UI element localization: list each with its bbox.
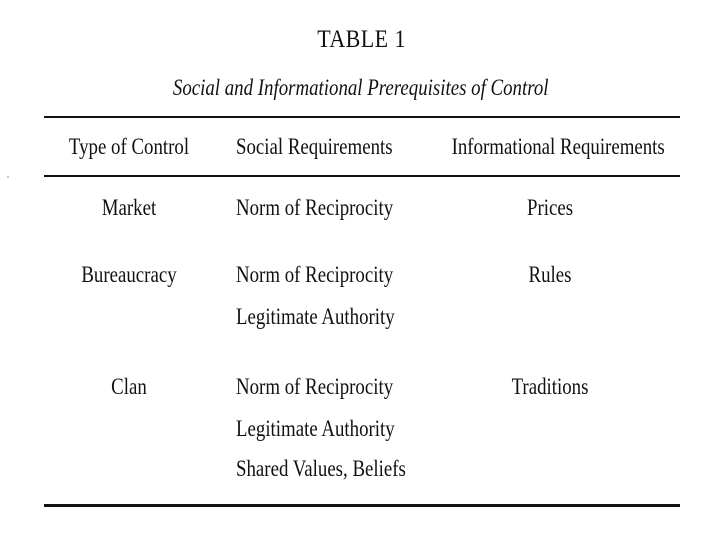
- table-caption: Social and Informational Prerequisites of Control: [172, 75, 549, 100]
- top-rule: [44, 116, 680, 118]
- row-bureaucracy-informational: Rules: [528, 262, 572, 287]
- column-header-social: Social Requirements: [236, 134, 393, 159]
- row-clan-social-2: Legitimate Authority: [236, 416, 395, 441]
- row-clan-social-1: Norm of Reciprocity: [236, 374, 394, 399]
- row-market-type: Market: [101, 195, 157, 220]
- row-clan-informational: Traditions: [511, 374, 589, 399]
- column-header-informational: Informational Requirements: [451, 134, 665, 159]
- scan-speck: [7, 176, 9, 178]
- row-clan-type: Clan: [111, 374, 147, 399]
- row-bureaucracy-type: Bureaucracy: [81, 262, 177, 287]
- column-header-type: Type of Control: [68, 134, 190, 159]
- row-clan-social-3: Shared Values, Beliefs: [236, 456, 406, 481]
- row-market-informational: Prices: [526, 195, 574, 220]
- row-bureaucracy-social-1: Norm of Reciprocity: [236, 262, 394, 287]
- row-market-social-1: Norm of Reciprocity: [236, 195, 394, 220]
- row-bureaucracy-social-2: Legitimate Authority: [236, 304, 395, 329]
- table-number: TABLE 1: [317, 26, 406, 53]
- header-rule: [44, 175, 680, 177]
- bottom-rule: [44, 504, 680, 507]
